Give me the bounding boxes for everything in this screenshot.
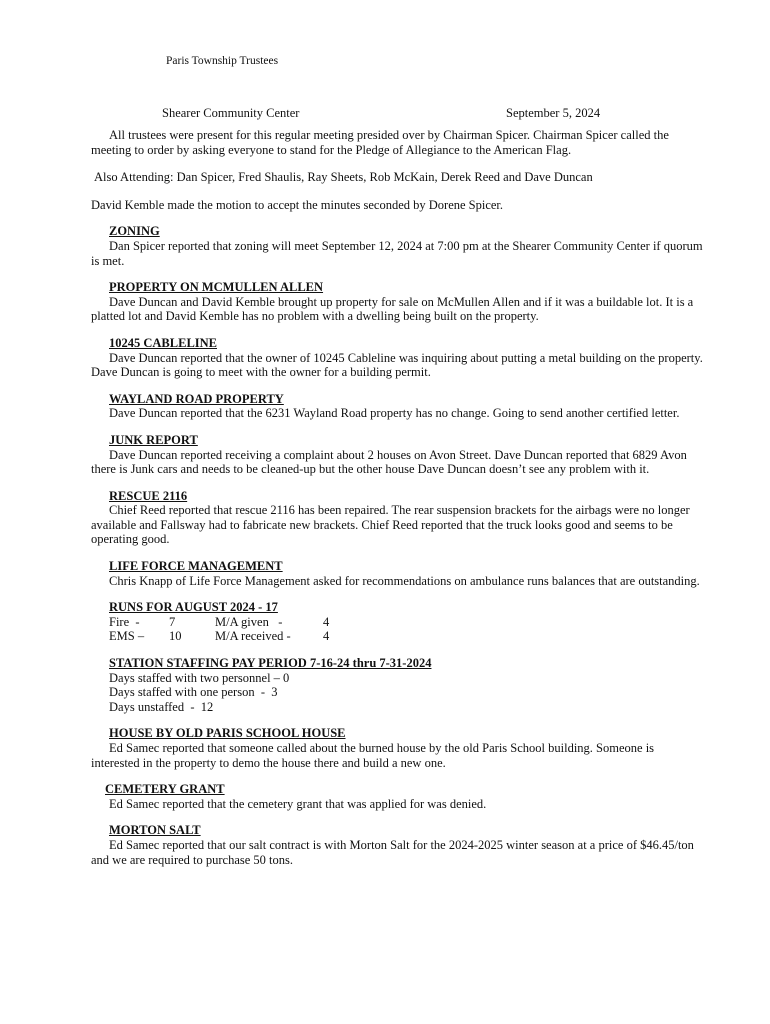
attending-paragraph: Also Attending: Dan Spicer, Fred Shaulis, Ray Sheets, Rob McKain, Derek Reed and Dave Duncan	[94, 170, 593, 185]
motion-paragraph: David Kemble made the motion to accept the minutes seconded by Dorene Spicer.	[91, 197, 504, 212]
section-heading: ZONING	[109, 224, 160, 239]
section-zoning	[91, 224, 703, 268]
minutes-body	[91, 128, 703, 867]
section-heading: LIFE FORCE MANAGEMENT	[109, 559, 283, 574]
section-text: Dave Duncan and David Kemble brought up property for sale on McMullen Allen and if it was a buildable lot. It is a platted lot and David Kemble has no problem with a dwelling being built on the property.	[91, 294, 694, 324]
section-salt	[91, 823, 703, 867]
runs-row	[91, 615, 703, 630]
section-heading: PROPERTY ON MCMULLEN ALLEN	[109, 280, 324, 295]
section-cableline	[91, 336, 703, 380]
organization-name: Paris Township Trustees	[166, 55, 279, 67]
section-schoolhouse	[91, 726, 703, 770]
section-heading: STATION STAFFING PAY PERIOD 7-16-24 thru 7-31-2024	[109, 656, 432, 671]
section-runs	[91, 600, 703, 644]
runs-label: M/A received -	[215, 629, 291, 644]
runs-value: 10	[169, 629, 182, 644]
section-heading: CEMETERY GRANT	[105, 782, 225, 797]
section-wayland	[91, 392, 703, 421]
runs-label: Fire -	[109, 614, 140, 629]
section-text: Dave Duncan reported that the 6231 Wayland Road property has no change. Going to send another certified letter.	[109, 406, 680, 421]
staffing-line: Days staffed with two personnel – 0	[109, 670, 290, 685]
section-heading: 10245 CABLELINE	[109, 335, 218, 350]
section-text: Dave Duncan reported receiving a complaint about 2 houses on Avon Street. Dave Duncan reported that 6829 Avon there is Junk cars and needs to be cleaned-up but the other house Dave Duncan doesn’t see any problem with it.	[91, 447, 687, 477]
runs-value: 4	[323, 614, 330, 629]
runs-value: 4	[323, 629, 330, 644]
runs-label: M/A given -	[215, 614, 283, 629]
section-heading: JUNK REPORT	[109, 432, 198, 447]
section-staffing	[91, 656, 703, 714]
section-heading: HOUSE BY OLD PARIS SCHOOL HOUSE	[109, 726, 346, 741]
meeting-info	[162, 106, 622, 121]
section-cemetery	[91, 782, 703, 811]
section-text: Ed Samec reported that someone called about the burned house by the old Paris School building. Someone is interested in the property to demo the house there and build a new one.	[91, 741, 655, 770]
meeting-date: September 5, 2024	[506, 106, 601, 120]
meeting-location: Shearer Community Center	[162, 106, 300, 120]
section-lifeforce	[91, 559, 703, 588]
section-mcmullen	[91, 280, 703, 324]
runs-value: 7	[169, 614, 176, 629]
section-rescue	[91, 489, 703, 547]
runs-row	[91, 629, 703, 644]
section-junk	[91, 433, 703, 477]
section-text: Chris Knapp of Life Force Management asked for recommendations on ambulance runs balances that are outstanding.	[109, 573, 700, 588]
runs-label: EMS –	[109, 629, 145, 644]
staffing-line: Days staffed with one person - 3	[109, 685, 278, 700]
section-text: Dan Spicer reported that zoning will meet September 12, 2024 at 7:00 pm at the Shearer Community Center if quorum is met.	[91, 238, 703, 268]
intro-paragraph: All trustees were present for this regular meeting presided over by Chairman Spicer. Chairman Spicer called the meeting to order by asking everyone to stand for the Pledge of Allegiance to the American Flag.	[91, 128, 669, 157]
section-heading: RESCUE 2116	[109, 488, 188, 503]
section-heading: RUNS FOR AUGUST 2024 - 17	[109, 600, 278, 615]
section-text: Ed Samec reported that our salt contract is with Morton Salt for the 2024-2025 winter season at a price of $46.45/ton and we are required to purchase 50 tons.	[91, 837, 694, 867]
section-heading: MORTON SALT	[109, 823, 201, 838]
section-text: Ed Samec reported that the cemetery grant that was applied for was denied.	[109, 796, 487, 811]
section-text: Chief Reed reported that rescue 2116 has been repaired. The rear suspension brackets for the airbags were no longer available and Fallsway had to fabricate new brackets. Chief Reed reported that the truck looks good and seems to be operating good.	[91, 503, 690, 547]
section-text: Dave Duncan reported that the owner of 10245 Cableline was inquiring about putting a metal building on the property. Dave Duncan is going to meet with the owner for a building permit.	[91, 350, 703, 380]
section-heading: WAYLAND ROAD PROPERTY	[109, 391, 284, 406]
staffing-line: Days unstaffed - 12	[109, 699, 214, 714]
